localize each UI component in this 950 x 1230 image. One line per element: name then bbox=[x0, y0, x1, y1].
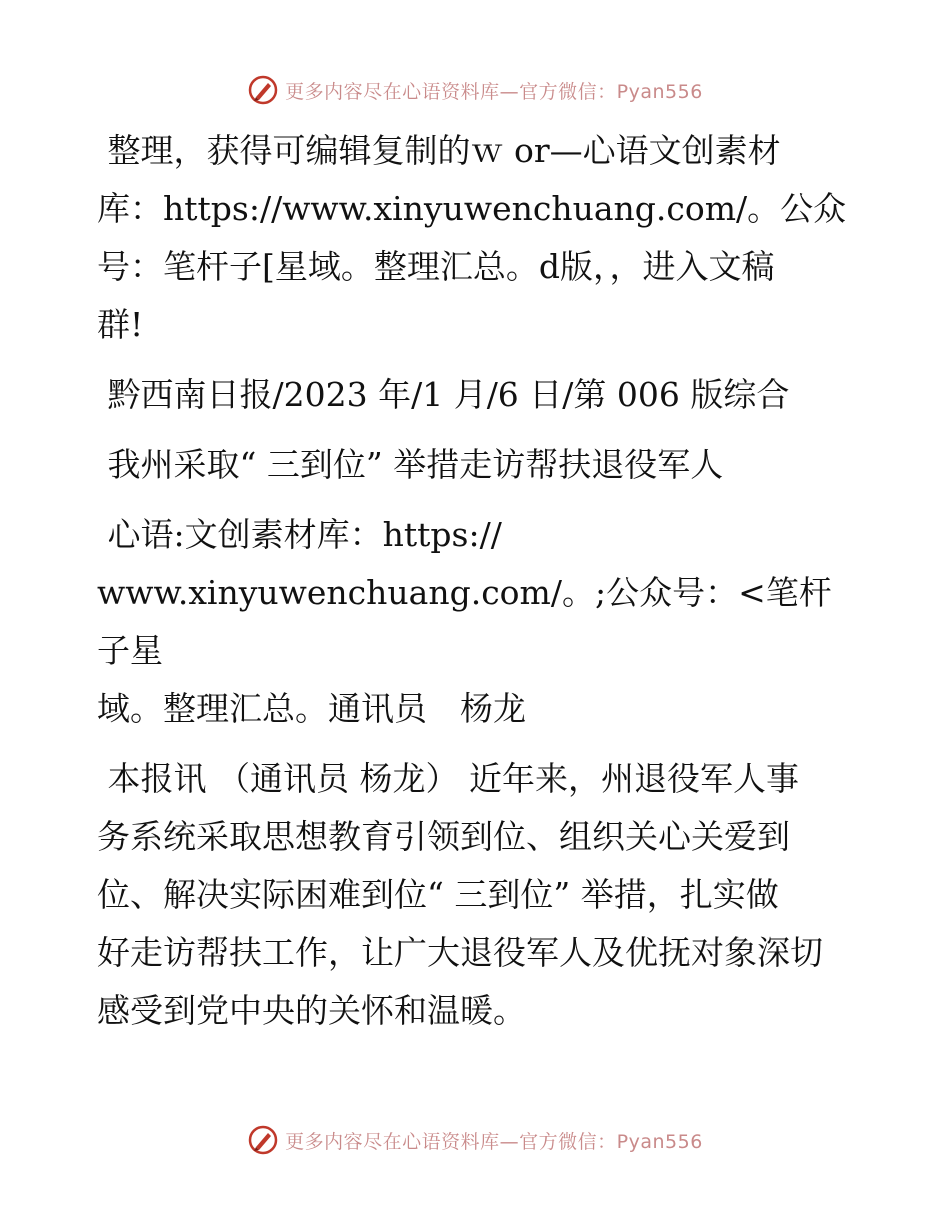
pen-logo-icon bbox=[247, 74, 279, 106]
byline-paragraph bbox=[97, 506, 857, 738]
text-line: 好走访帮扶工作，让广大退役军人及优抚对象深切 bbox=[97, 933, 823, 972]
text-line: 黔西南日报/2023 年/1 月/6 日/第 006 版综合 bbox=[97, 375, 790, 414]
header-watermark bbox=[0, 70, 950, 110]
footer-watermark bbox=[0, 1120, 950, 1160]
text-line: www.xinyuwenchuang.com/。;公众号：<笔杆子星 bbox=[97, 573, 832, 670]
footer-watermark-text: 更多内容尽在心语资料库—官方微信：Pyan556 bbox=[285, 1130, 703, 1153]
article-title bbox=[97, 436, 857, 494]
source-line bbox=[97, 366, 857, 424]
text-line: 务系统采取思想教育引领到位、组织关心关爱到 bbox=[97, 817, 790, 856]
body-paragraph bbox=[97, 750, 857, 1040]
text-line: 域。整理汇总。通讯员 杨龙 bbox=[97, 689, 526, 728]
document-body bbox=[97, 122, 857, 1040]
text-line: 感受到党中央的关怀和温暖。 bbox=[97, 991, 526, 1030]
intro-paragraph bbox=[97, 122, 857, 354]
text-line: 整理，获得可编辑复制的ｗ or—心语文创素材 bbox=[97, 131, 781, 170]
text-line: 心语:文创素材库：https:// bbox=[97, 515, 502, 554]
text-line: 号：笔杆子[星域。整理汇总。d版，，进入文稿 bbox=[97, 247, 775, 286]
text-line: 群! bbox=[97, 305, 144, 344]
text-line: 本报讯 （通讯员 杨龙） 近年来，州退役军人事 bbox=[97, 759, 799, 798]
text-line: 我州采取“ 三到位” 举措走访帮扶退役军人 bbox=[97, 445, 724, 484]
text-line: 库：https://www.xinyuwenchuang.com/。公众 bbox=[97, 189, 847, 228]
pen-logo-icon bbox=[247, 1124, 279, 1156]
header-watermark-text: 更多内容尽在心语资料库—官方微信：Pyan556 bbox=[285, 80, 703, 103]
text-line: 位、解决实际困难到位“ 三到位” 举措，扎实做 bbox=[97, 875, 779, 914]
